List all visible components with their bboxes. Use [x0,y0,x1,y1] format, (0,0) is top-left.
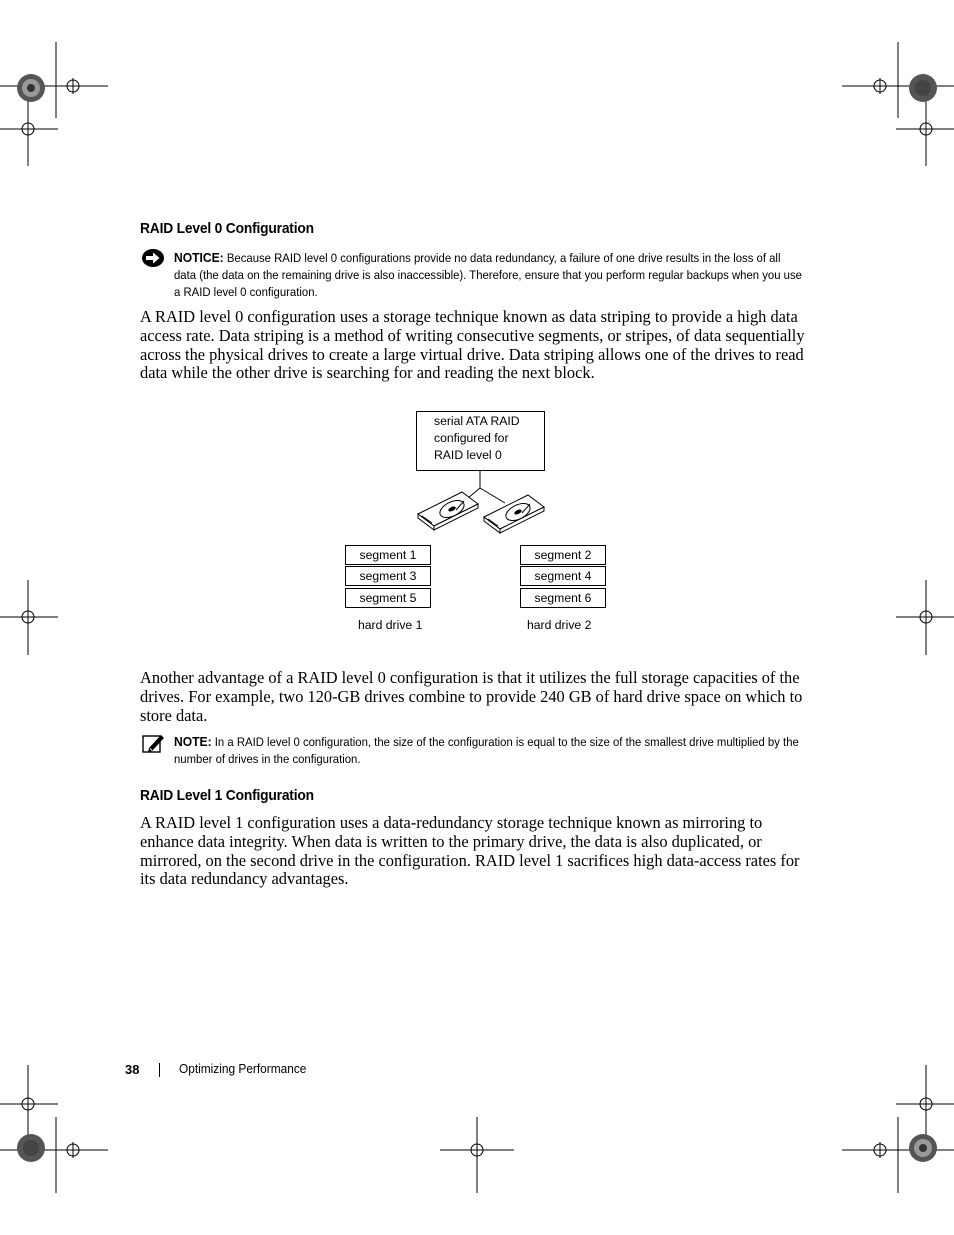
raid-box-line: RAID level 0 [434,448,502,462]
note-body: In a RAID level 0 configuration, the size of the configuration is equal to the size of the smallest drive multiplied by the number of drives in the configuration. [174,735,799,767]
hard-drive-icon [484,495,544,533]
drive1-label: hard drive 1 [358,618,423,632]
notice-label: NOTICE: [174,250,224,265]
note-callout [140,733,820,771]
note-text [174,733,803,768]
raid0-paragraph: A RAID level 0 configuration uses a storage technique known as data striping to provide a high data access rate. Data striping is a method of writing consecutive segments, or stripes, of data sequentially across the physical drives to create a large virtual drive. Data striping allows one of the drives to read data while the other drive is searching for and reading the next block. [140,307,805,383]
segment-cell: segment 3 [345,566,431,586]
segment-cell: segment 1 [345,545,431,565]
page-number: 38 [125,1062,140,1077]
segment-cell: segment 5 [345,588,431,608]
notice-body: Because RAID level 0 configurations provide no data redundancy, a failure of one drive results in the loss of all data (the data on the remaining drive is also inaccessible). Therefore, ensure that you perform regular backups when you use a RAID level 0 configuration. [174,251,802,300]
chapter-title: Optimizing Performance [179,1062,307,1076]
raid1-paragraph: A RAID level 1 configuration uses a data-redundancy storage technique known as mirroring to enhance data integrity. When data is written to the primary drive, the data is also duplicated, or mirrored, on the second drive in the configuration. RAID level 1 sacrifices high data-access rates for its data redundancy advantages. [140,813,800,889]
raid0-advantage-paragraph: Another advantage of a RAID level 0 configuration is that it utilizes the full storage capacities of the drives. For example, two 120-GB drives combine to provide 240 GB of hard drive space on which to store data. [140,668,803,725]
pencil-note-icon [140,733,166,755]
raid-box-line: configured for [434,431,509,445]
section-heading-raid1: RAID Level 1 Configuration [140,787,314,804]
raid-box-line: serial ATA RAID [434,414,520,428]
footer-divider [159,1063,160,1077]
note-label: NOTE: [174,734,212,749]
segment-cell: segment 4 [520,566,606,586]
section-heading-raid0: RAID Level 0 Configuration [140,220,314,237]
hard-drive-icon [418,492,478,530]
segment-cell: segment 6 [520,588,606,608]
drive2-label: hard drive 2 [527,618,592,632]
segment-cell: segment 2 [520,545,606,565]
